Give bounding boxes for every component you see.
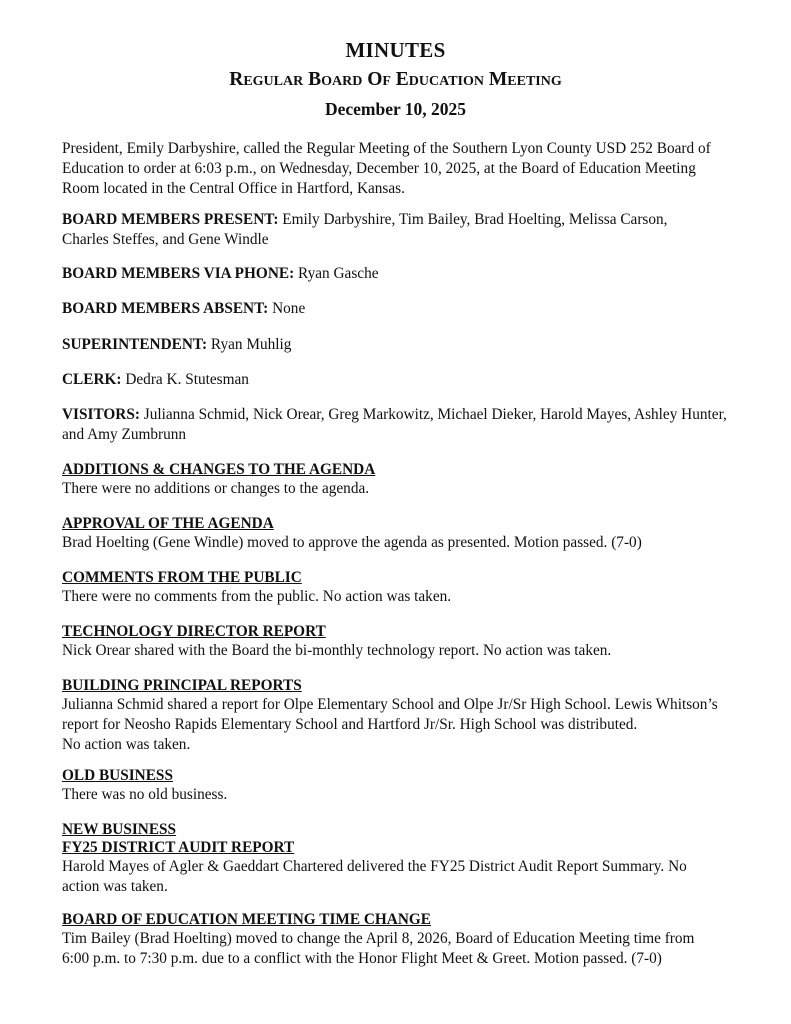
members-via-phone-label: BOARD MEMBERS VIA PHONE:: [62, 265, 295, 282]
section-heading-additions: ADDITIONS & CHANGES TO THE AGENDA: [62, 461, 376, 478]
section-body-additions: There were no additions or changes to the agenda.: [62, 480, 370, 497]
principals-line: Julianna Schmid shared a report for Olpe Elementary School and Olpe Jr/Sr High School. Lewis Whitson’s: [62, 696, 718, 713]
visitors-line: [62, 405, 752, 425]
audit-line: Harold Mayes of Agler & Gaeddart Chartered delivered the FY25 District Audit Report Summary. No: [62, 858, 687, 875]
visitors-value: Julianna Schmid, Nick Orear, Greg Markowitz, Michael Dieker, Harold Mayes, Ashley Hunter,: [143, 406, 727, 423]
section-body-old-business: There was no old business.: [62, 786, 228, 803]
visitors-line: and Amy Zumbrunn: [62, 426, 187, 443]
members-present-value: Emily Darbyshire, Tim Bailey, Brad Hoelting, Melissa Carson,: [282, 211, 668, 228]
subsection-heading-audit: FY25 DISTRICT AUDIT REPORT: [62, 839, 295, 856]
members-via-phone: [62, 264, 752, 284]
intro-paragraph: [62, 139, 752, 199]
section-heading-principals: BUILDING PRINCIPAL REPORTS: [62, 677, 302, 694]
audit-line: action was taken.: [62, 878, 168, 895]
section-heading-technology: TECHNOLOGY DIRECTOR REPORT: [62, 623, 326, 640]
section-heading-approval: APPROVAL OF THE AGENDA: [62, 515, 274, 532]
principals-line: report for Neosho Rapids Elementary School and Hartford Jr/Sr. High School was distributed.: [62, 716, 638, 733]
section-body-technology: Nick Orear shared with the Board the bi-monthly technology report. No action was taken.: [62, 642, 612, 659]
members-absent-label: BOARD MEMBERS ABSENT:: [62, 300, 269, 317]
section-heading-public-comments: COMMENTS FROM THE PUBLIC: [62, 569, 302, 586]
intro-line: President, Emily Darbyshire, called the Regular Meeting of the Southern Lyon County USD 252 Board of: [62, 140, 711, 157]
subsection-heading-time-change: BOARD OF EDUCATION MEETING TIME CHANGE: [62, 911, 431, 928]
superintendent: [62, 335, 752, 355]
members-absent: [62, 299, 752, 319]
principals-line: No action was taken.: [62, 736, 191, 753]
visitors: [62, 405, 752, 445]
members-present-label: BOARD MEMBERS PRESENT:: [62, 211, 279, 228]
section-body-public-comments: There were no comments from the public. No action was taken.: [62, 588, 452, 605]
visitors-label: VISITORS:: [62, 406, 140, 423]
time-change-line: Tim Bailey (Brad Hoelting) moved to change the April 8, 2026, Board of Education Meeting time from: [62, 930, 695, 947]
subsection-body-time-change: [62, 929, 752, 969]
time-change-line: 6:00 p.m. to 7:30 p.m. due to a conflict with the Honor Flight Meet & Greet. Motion passed. (7-0): [62, 950, 662, 967]
subsection-body-audit: [62, 857, 752, 897]
superintendent-value: Ryan Muhlig: [210, 336, 292, 353]
clerk-value: Dedra K. Stutesman: [125, 371, 249, 388]
superintendent-label: SUPERINTENDENT:: [62, 336, 208, 353]
document-title: MINUTES: [345, 38, 446, 62]
clerk-label: CLERK:: [62, 371, 122, 388]
members-present: [62, 210, 752, 250]
clerk: [62, 370, 752, 390]
intro-line: Room located in the Central Office in Hartford, Kansas.: [62, 180, 405, 197]
members-present-line: Charles Steffes, and Gene Windle: [62, 231, 269, 248]
meeting-date: December 10, 2025: [324, 99, 467, 119]
members-present-line: [62, 210, 752, 230]
document-subtitle: Regular Board Of Education Meeting: [229, 69, 562, 90]
section-heading-new-business: NEW BUSINESS: [62, 821, 177, 838]
section-heading-old-business: OLD BUSINESS: [62, 767, 173, 784]
members-absent-value: None: [272, 300, 306, 317]
section-body-approval: Brad Hoelting (Gene Windle) moved to approve the agenda as presented. Motion passed. (7-0): [62, 534, 642, 551]
intro-line: Education to order at 6:03 p.m., on Wednesday, December 10, 2025, at the Board of Education Meeting: [62, 160, 696, 177]
section-body-principals: [62, 695, 752, 755]
members-via-phone-value: Ryan Gasche: [298, 265, 379, 282]
